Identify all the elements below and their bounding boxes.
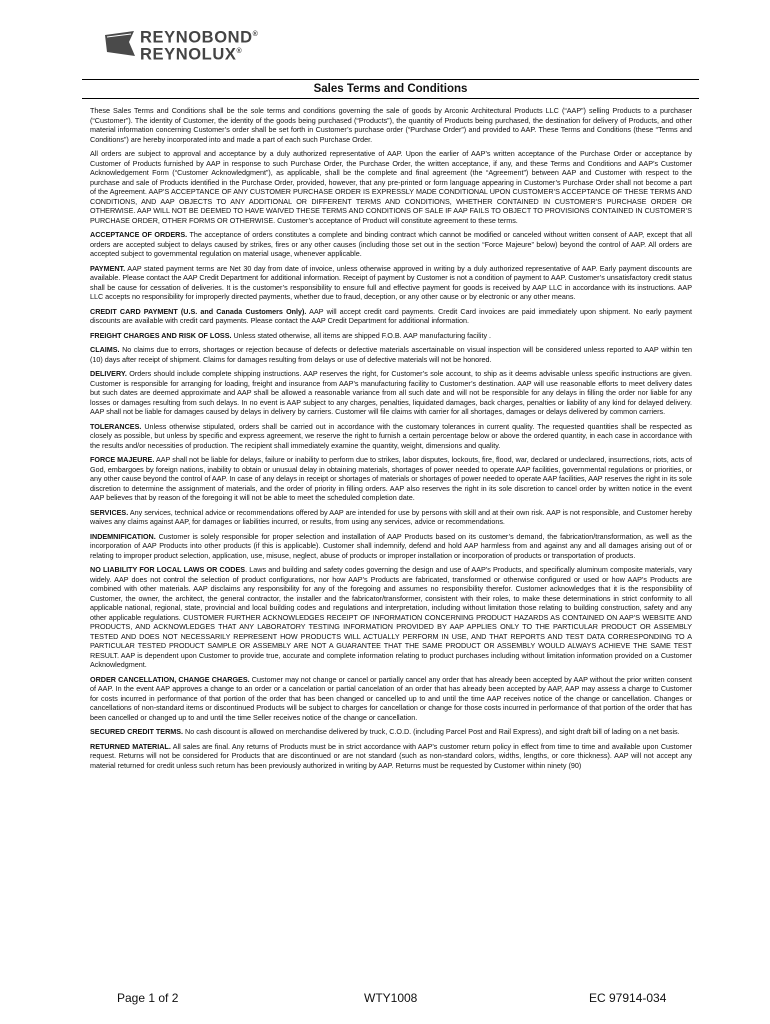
terms-paragraph <box>90 149 692 225</box>
paragraph-heading: INDEMNIFICATION. <box>90 531 156 541</box>
form-code: WTY1008 <box>364 991 418 1005</box>
paragraph-heading: FORCE MAJEURE. <box>90 455 155 464</box>
paragraph-heading: NO LIABILITY FOR LOCAL LAWS OR CODES <box>90 565 246 574</box>
terms-paragraph <box>90 508 692 527</box>
logo-line-2: REYNOLUX® <box>140 45 243 64</box>
paragraph-heading: SECURED CREDIT TERMS. <box>90 727 184 736</box>
terms-paragraph <box>90 675 692 723</box>
terms-paragraph <box>90 264 692 302</box>
paragraph-text: All sales are final. Any returns of Products must be in strict accordance with AAP’s customer return policy in effect from time to time and available upon Customer request. Returns will not be considered for Products that are discontinued or are not standard (such as non-standard colors, widths, lengths, or core thickness). AAP will not accept any material returned for credit unless such return has been previously authorized in writing by AAP. Returns must be requested by Customer within ninety (90) <box>90 741 692 770</box>
paragraph-heading: CREDIT CARD PAYMENT (U.S. and Canada Customers Only). <box>90 306 307 316</box>
paragraph-heading: CLAIMS. <box>90 345 120 354</box>
terms-paragraph <box>90 742 692 771</box>
paragraph-text: Customer is solely responsible for proper selection and installation of AAP Products based on its customer’s demand, the fabrication/transformation, as well as the incorporation of AAP Products into other products (if this is applicable). Customer shall indemnify, defend and hold AAP harmless from and against any and all damages arising out of or relating to improper product selection, application, use, misuse, neglect, abuse of products or improper installation or incorporation of products or transportation of products. <box>90 531 692 560</box>
terms-paragraph <box>90 307 692 326</box>
paragraph-heading: ACCEPTANCE OF ORDERS. <box>90 230 188 239</box>
terms-paragraph <box>90 106 692 144</box>
brand-logo <box>104 26 304 66</box>
terms-paragraph <box>90 565 692 670</box>
terms-body <box>90 106 692 971</box>
page-number: Page 1 of 2 <box>117 991 179 1005</box>
terms-paragraph <box>90 422 692 451</box>
paragraph-text: No cash discount is allowed on merchandise delivered by truck, C.O.D. (including Parcel Post and Rail Express), and sight draft bill of lading on a net basis. <box>183 727 680 736</box>
paragraph-text: Any services, technical advice or recommendations offered by AAP are intended for use by persons with skill and at their own risk. AAP is not responsible, and Customer hereby waives any claims against AAP, for damages or liabilities incurred, or results, from using any services, advice or recommendations. <box>90 507 692 526</box>
paragraph-text: AAP will accept credit card payments. Credit Card invoices are paid immediately upon shipment. No early payment discounts are available with credit card payments. Please contact the AAP Credit Department for additional information. <box>90 306 692 325</box>
terms-paragraph <box>90 331 692 341</box>
paragraph-text: AAP stated payment terms are Net 30 day from date of invoice, unless otherwise approved in writing by a duly authorized representative of AAP. Early payment discounts are available. Please contact the AAP Credit Department for additional information. Receipt of payment by Customer is not a condition of payment to AAP. Customer’s unsatisfactory credit status shall be cause for cessation of deliveries. It is the customer’s responsibility to ensure full and effective payment for goods is received by AAP LLC in accordance with its instructions. AAP LLC accepts no responsibility for improperly directed payments, whether due to fraud, deception, or any other cause or by electronic or any other means. <box>90 263 692 301</box>
paragraph-heading: ORDER CANCELLATION, CHANGE CHARGES. <box>90 674 250 684</box>
paragraph-text: Unless stated otherwise, all items are shipped F.O.B. AAP manufacturing facility . <box>231 330 492 340</box>
paragraph-text: Orders should include complete shipping instructions. AAP reserves the right, for Customer’s sole account, to ship as it deems advisable unless specific instructions are given. Customer is responsible for arranging for loading, freight and insurance from AAP’s manufacturing facility to Customer’s destination. AAP will use reasonable efforts to meet delivery dates but such dates are deemed approximate and AAP shall be allowed a reasonable variance from all such date and will not be responsible for any delays in filling the order nor liable for any losses or damages resulting from such delays. In no event is AAP subject to any charges, penalties, liquidated damages, back charges, penalties or liability of any kind for delayed delivery. AAP shall not be liable for damages caused by delays in delivery by carriers. Customer will file claims with carrier for all shortages, damages or delays delivered by common carriers. <box>90 369 692 416</box>
paragraph-text: Unless otherwise stipulated, orders shall be carried out in accordance with the customary tolerances in current quality. The requested quantities shall be respected as closely as possible, but unless by specific and express agreement, we reserve the right to furnish a certain percentage below or above the ordered quantity, in each case in accordance with the results and/or necessities of production. The recipient shall immediately examine the quantity, weight, dimensions and quality. <box>90 421 692 450</box>
paragraph-heading: RETURNED MATERIAL. <box>90 741 171 751</box>
paragraph-text: These Sales Terms and Conditions shall be the sole terms and conditions governing the sale of goods by Arconic Architectural Products LLC (“AAP”) selling Products to a purchaser (“Customer”). The identity of Customer, the identity of the goods being purchased (“Products”), the quantity of Products being purchased, the destination for delivery of Products, and other material information concerning Customer’s order shall be set forth in Customer’s purchase order (“Purchase Order”) and provided to AAP. These Terms and Conditions (these “Terms and Conditions”) are hereby incorporated into and made a part of each such Purchase Order. <box>90 106 692 144</box>
paragraph-heading: TOLERANCES. <box>90 421 142 431</box>
folded-panel-icon <box>104 30 136 58</box>
paragraph-heading: PAYMENT. <box>90 263 126 273</box>
document-title: Sales Terms and Conditions <box>82 79 699 99</box>
paragraph-heading: FREIGHT CHARGES AND RISK OF LOSS. <box>90 330 232 340</box>
terms-paragraph <box>90 727 692 737</box>
terms-paragraph <box>90 532 692 561</box>
paragraph-heading: DELIVERY. <box>90 369 127 378</box>
reference-number: EC 97914-034 <box>589 991 667 1005</box>
terms-paragraph <box>90 455 692 503</box>
paragraph-text: AAP shall not be liable for delays, failure or inability to perform due to strikes, labor disputes, lockouts, fire, flood, war, declared or undeclared, insurrections, riots, acts of God, embargoes by foreign nations, inability to obtain or unusual delay in obtaining materials, shortages of power needed to operate AAP facilities, governmental regulations or priorities, or any other cause beyond the control of AAP. In case of any delays in receipt or shortages of materials or shortages of power needed to operate AAP facilities, AAP reserves the right in its sole discretion to determine the assignment of materials, and the order of priority in filling orders. AAP also reserves the right in its sole discretion to cancel order by written notice in the event AAP believes that by reason of the foregoing it will not be able to meet the scheduled completion date. <box>90 455 692 502</box>
terms-paragraph <box>90 369 692 417</box>
paragraph-text: All orders are subject to approval and acceptance by a duly authorized representative of AAP. Upon the earlier of AAP’s written acceptance of the Purchase Order or acceptance by Customer of Products furnished by AAP in response to such Purchase Order, the Purchase Order, the written acceptance, if any, and these Terms and Conditions and AAP’s Customer Acknowledgement Form (“Customer Acknowledgment”), as applicable, shall be the complete and final agreement (the “Agreement”) between AAP and Customer with respect to the purchase and sale of Products identified in the Purchase Order, provided, however, that any pre-printed or form language appearing in Customer’s Purchase Order shall not become a part of the Agreement. AAP’S ACCEPTANCE OF ANY CUSTOMER PURCHASE ORDER IS EXPRESSLY MADE CONDITIONAL UPON CUSTOMER’S ACCEPTANCE OF THESE TERMS AND CONDITIONS, AND AAP OBJECTS TO ANY ADDITIONAL OR DIFFERENT TERMS AND CONDITIONS, WHETHER CONTAINED IN CUSTOMER’S PURCHASE ORDER OR OTHERWISE. AAP WILL NOT BE DEEMED TO HAVE WAIVED THESE TERMS AND CONDITIONS OF SALE IF AAP FAILS TO OBJECT TO PROVISIONS CONTAINED IN CUSTOMER’S PURCHASE ORDER, OTHER FORMS OR OTHERWISE. Customer’s acceptance of Product will constitute agreement to these terms. <box>90 149 692 225</box>
paragraph-text: No claims due to errors, shortages or rejection because of defects or defective materials ascertainable on visual inspection will be considered unless reported to AAP within ten (10) days after receipt of shipment. Claims for damages resulting from delays or use of defective materials will not be honored. <box>90 345 692 364</box>
paragraph-text: Customer may not change or cancel or partially cancel any order that has already been accepted by AAP without the prior written consent of AAP. In the event AAP approves a change to an order or a cancelation or partial cancelation of an order that has already been accepted by AAP, AAP may assess a charge to Customer for costs incurred in performance of that portion of the order that has been changed or cancelled up to and until the time AAP receives notice of the change or cancellation. Changes or cancellations of non-standard items or discontinued Products will be subject to charges for cancellation or change for those costs incurred in performance of that portion of the order that has been cancelled or changed up to and until the time Seller receives notice of the change or cancellation. <box>90 674 692 722</box>
terms-paragraph <box>90 230 692 259</box>
paragraph-text: The acceptance of orders constitutes a complete and binding contract which cannot be modified or canceled without written consent of AAP, except that all orders are accepted subject to delays caused by strikes, fires or any other causes (including those set out in the section “Force Majeure” below) beyond the control of AAP. All orders are accepted subject to governmental regulation on material usage, whenever applicable. <box>90 230 692 258</box>
terms-paragraph <box>90 345 692 364</box>
paragraph-text: . Laws and building and safety codes governing the design and use of AAP’s Products, and specifically aluminum composite materials, vary widely. AAP does not control the selection of product configurations, nor how AAP’s Products are fabricated, transformed or otherwise configured or used or how AAP’s Products are combined with other materials. AAP disclaims any responsibility for any of the foregoing and assumes no responsibility therefor. Customer acknowledges that it is the responsibility of Customer, the owner, the architect, the general contractor, the installer and the fabricator/transformer, consistent with their roles, to make these determinations in strict conformity to all applicable national, regional, state, provincial and local building codes and regulations and interpretation, including without limitation those relating to building construction, safety and any other applicable regulations. CUSTOMER FURTHER ACKNOWLEDGES RECEIPT OF INFORMATION CONCERNING PRODUCT HAZARDS AS CONTAINED ON AAP’S WEBSITE AND PRODUCTS, AND ACKNOWLEDGES THAT ANY LABORATORY TESTING INFORMATION PROVIDED BY AAP APPLIES ONLY TO THE PARTICULAR PRODUCT OR ASSEMBLY TESTED AND DOES NOT NECESSARILY REPRESENT HOW PRODUCTS WILL ACTUALLY PERFORM IN USE, AND THAT REPORTS AND TEST DATA CORRESPONDING TO A PARTICULAR TESTED PRODUCT SAMPLE OR ASSEMBLY ARE NOT A GUARANTEE THAT THE SAME PRODUCT OR ASSEMBLY WOULD ALWAYS ACHIEVE THE SAME TEST RESULT. AAP is dependent upon Customer to provide true, accurate and complete information relating to product purchases including without limitation information provided on a Customer Acknowledgment. <box>90 565 692 669</box>
logo-line-1: REYNOBOND® <box>140 28 259 47</box>
paragraph-heading: SERVICES. <box>90 507 129 517</box>
